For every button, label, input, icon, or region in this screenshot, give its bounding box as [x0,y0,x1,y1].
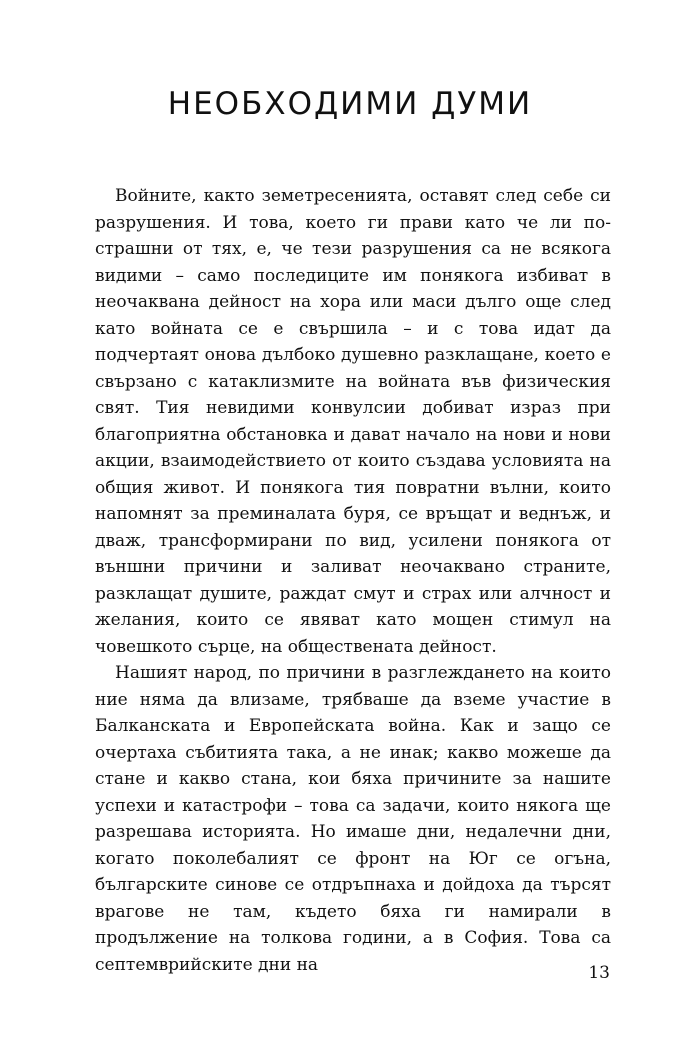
paragraph-1: Войните, както земетресенията, оставят след себе си разрушения. И това, което ги прави като че ли по-страшни от тях, е, че тези разрушения са не всякога видими – само последиците им понякога избиват в неочаквана дейност на хора или маси дълго още след като войната се е свършила – и с това идат да подчертаят онова дълбоко душевно разклащане, което е свързано с катаклизмите на войната във физическия свят. Тия невидими конвулсии добиват израз при благоприятна обстановка и дават начало на нови и нови акции, взаимодействието от които създава условията на общия живот. И понякога тия повратни вълни, които напомнят за преминалата буря, се връщат и веднъж, и двaж, трансформирани по вид, усилени понякога от външни причини и заливат неочаквано страните, разклащат душите, раждат смут и страх или алчност и желания, които се явяват като мощен стимул на човешкото сърце, на обществената дейност. [95,186,611,657]
page-number: 13 [588,963,610,983]
paragraph-2: Нашият народ, по причини в разглеждането на които ние няма да влизаме, трябваше да вземе участие в Балканската и Европейската война. Как и защо се очертаха събитията така, а не инак; какво можеше да стане и какво стана, кои бяха причините за нашите успехи и катастрофи – това са задачи, които някога ще разрешава историята. Но имаше дни, недалечни дни, когато поколебалият се фронт на Юг се огъна, българските синове се отдръпнаха и дойдоха да търсят врагове не там, където бяха ги намирали в продължение на толкова години, а в София. Това са септемврийските дни на [95,663,611,975]
body-text [95,183,611,978]
chapter-title: НЕОБХОДИМИ ДУМИ [167,86,533,122]
